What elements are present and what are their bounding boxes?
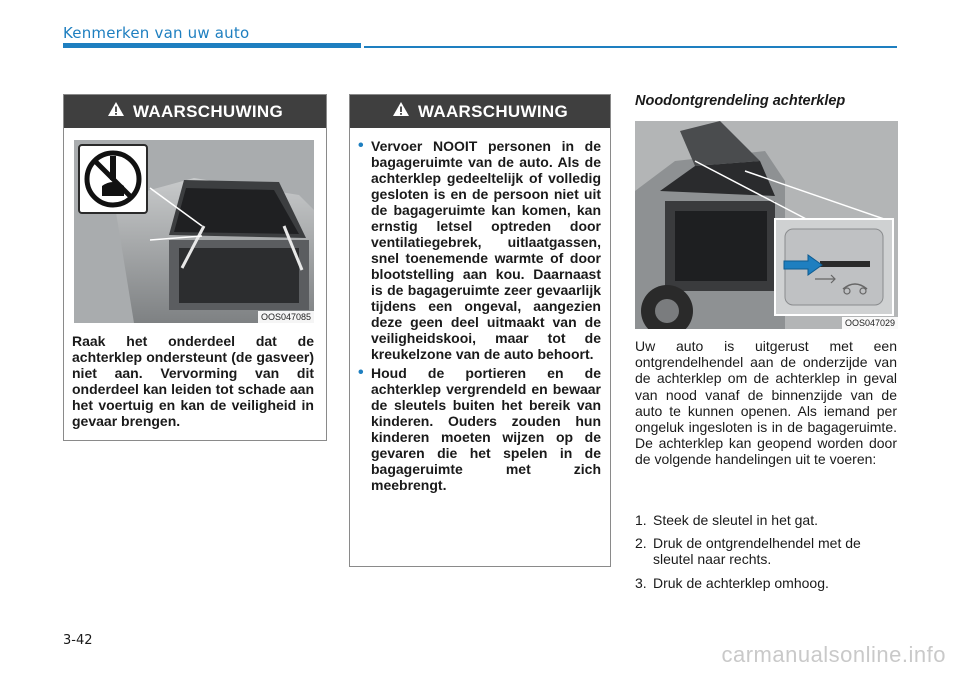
step-item bbox=[635, 575, 897, 591]
release-lever-arrow-icon bbox=[782, 254, 824, 281]
header-rule-thin bbox=[364, 46, 897, 48]
warning-triangle-icon bbox=[107, 101, 125, 122]
emergency-release-figure bbox=[635, 121, 898, 329]
step-number: 3. bbox=[635, 574, 647, 591]
figure-code-left: OOS047085 bbox=[258, 311, 314, 323]
step-number: 1. bbox=[635, 512, 647, 528]
emergency-paragraph: Uw auto is uitgerust met een ontgrendelhendel aan de onderzijde van de achterklep om de achterklep in geval van nood vanaf de binnenzijde van de auto te kunnen openen. Als iemand per ongeluk ingesloten is in de bagageruimte. De achterklep kan geopend worden door de volgende handelingen uit te voeren: bbox=[635, 338, 897, 468]
header-rule-thick bbox=[63, 43, 361, 48]
warning-heading-text: WAARSCHUWING bbox=[418, 101, 568, 121]
section-title: Noodontgrendeling achterklep bbox=[635, 93, 846, 109]
warning-bullet-text: Vervoer NOOIT personen in de bagageruimte van de auto. Als de achterklep gedeeltelijk of volledig gesloten is en de persoon niet uit de bagageruimte kan komen, kan ernstig letsel optreden door ventilatiegebrek, uitlaatgassen, snel toenemende warmte of door blootstelling aan kou. Daarnaast is de bagageruimte zeer gevaarlijk tijdens een ongeval, aangezien deze geen deel uitmaakt van de veiligheidskooi, maar tot de kreukelzone van de auto behoort. bbox=[371, 138, 601, 362]
step-item bbox=[635, 512, 897, 528]
emergency-steps bbox=[635, 512, 897, 598]
gas-spring-figure bbox=[74, 140, 314, 323]
warning-bullet-list bbox=[358, 138, 601, 493]
bullet-dot-icon: • bbox=[358, 364, 364, 381]
no-touch-gas-spring-icon bbox=[78, 144, 148, 214]
warning-heading-left bbox=[64, 95, 326, 128]
watermark: carmanualsonline.info bbox=[721, 642, 946, 667]
step-text: Druk de achterklep omhoog. bbox=[653, 574, 829, 591]
bullet-dot-icon: • bbox=[358, 137, 364, 154]
warning-text-left: Raak het onderdeel dat de achterklep ondersteunt (de gasveer) niet aan. Vervorming van dit onderdeel kan leiden tot schade aan het voertuig en kan de veiligheid in gevaar brengen. bbox=[72, 333, 314, 429]
warning-triangle-icon bbox=[392, 101, 410, 122]
warning-panel-middle bbox=[349, 94, 611, 567]
warning-bullet-text: Houd de portieren en de achterklep vergrendeld en bewaar de sleutels buiten het bereik van kinderen. Ouders zouden hun kinderen moeten wijzen op de gevaren die het spelen in de bagageruimte met zich meebrengt. bbox=[371, 365, 601, 493]
figure-code-right: OOS047029 bbox=[842, 317, 898, 329]
warning-panel-left bbox=[63, 94, 327, 441]
step-item bbox=[635, 535, 897, 567]
warning-heading-middle bbox=[350, 95, 610, 128]
step-text: Druk de ontgrendelhendel met de sleutel naar rechts. bbox=[653, 535, 861, 568]
warning-heading-text: WAARSCHUWING bbox=[133, 101, 283, 121]
warning-bullet-item bbox=[358, 365, 601, 493]
step-number: 2. bbox=[635, 535, 647, 552]
header-title: Kenmerken van uw auto bbox=[63, 24, 250, 42]
page-number: 3-42 bbox=[63, 633, 93, 648]
step-text: Steek de sleutel in het gat. bbox=[653, 512, 818, 528]
warning-bullet-item bbox=[358, 138, 601, 362]
